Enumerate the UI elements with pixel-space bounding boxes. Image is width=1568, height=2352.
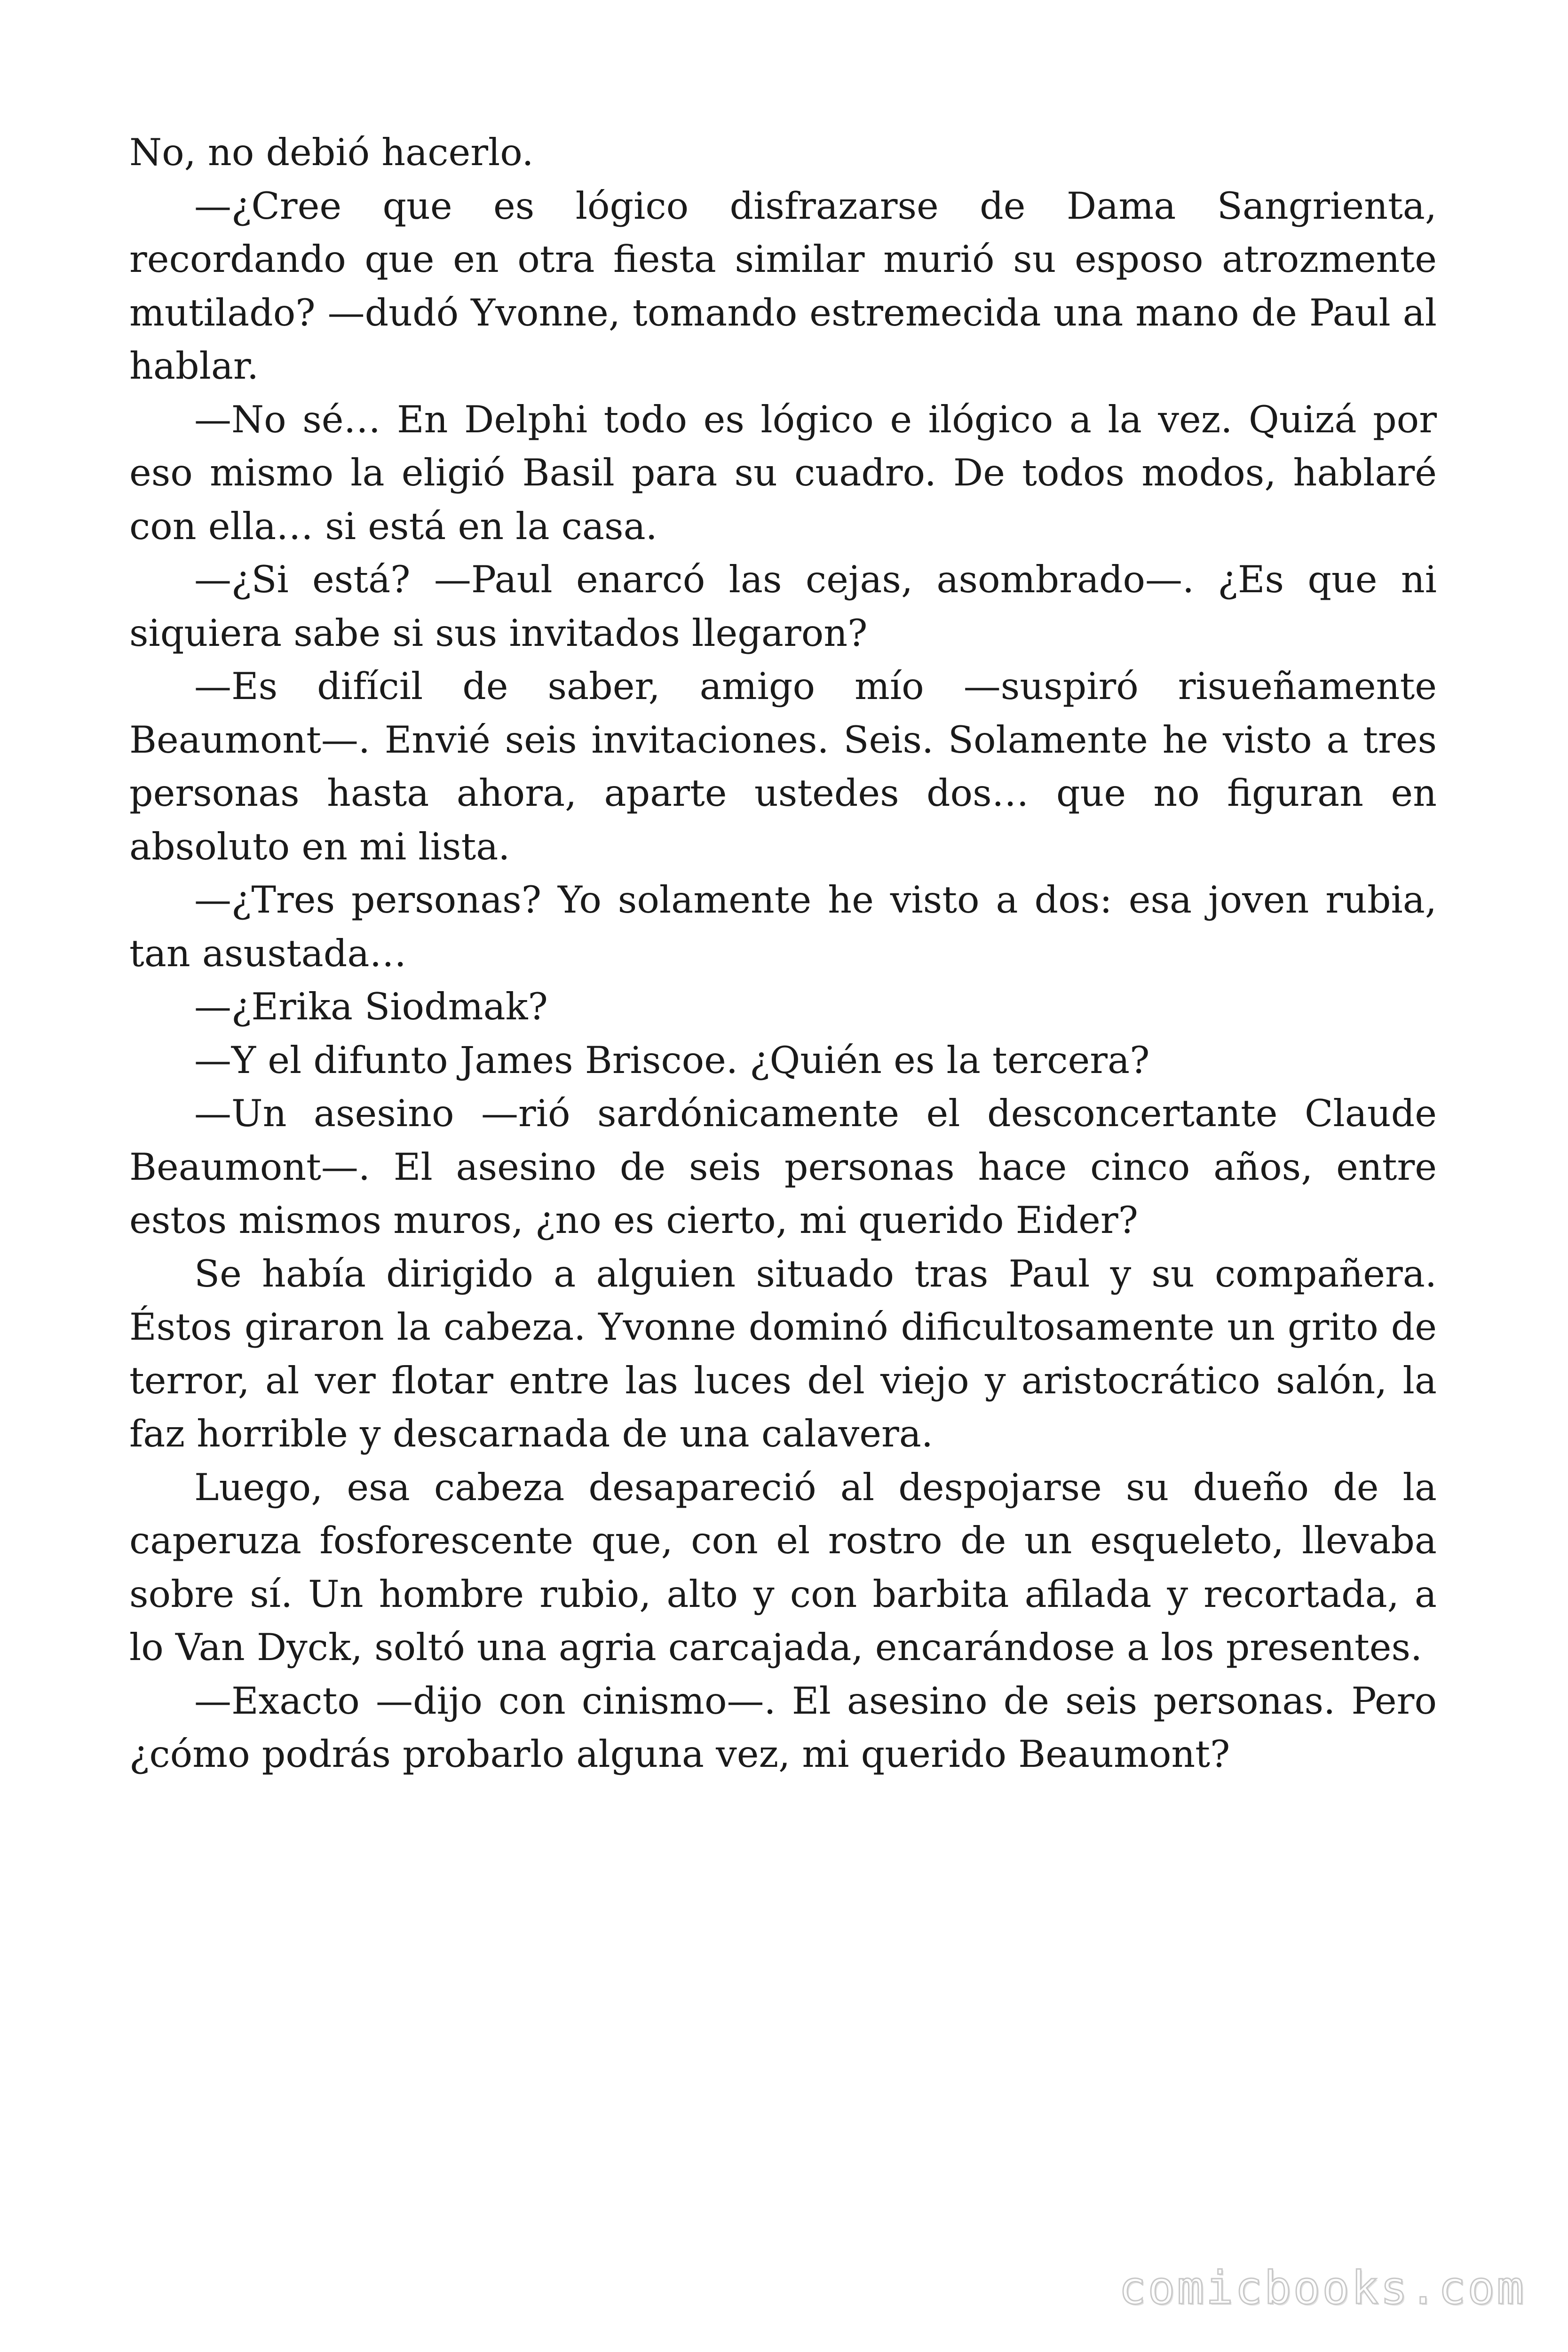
paragraph: —¿Tres personas? Yo solamente he visto a dos: esa joven rubia, tan asustada… bbox=[129, 878, 1437, 975]
watermark: comicbooks.com bbox=[1118, 2262, 1526, 2314]
page-text bbox=[129, 126, 1437, 1781]
paragraph: —Y el difunto James Briscoe. ¿Quién es la tercera? bbox=[194, 1038, 1150, 1082]
paragraph: —¿Cree que es lógico disfrazarse de Dama Sangrienta, recordando que en otra fiesta similar murió su esposo atrozmente mutilado? —dudó Yvonne, tomando estremecida una mano de Paul al hablar. bbox=[129, 184, 1437, 388]
paragraph: Luego, esa cabeza desapareció al despojarse su dueño de la caperuza fosforescente que, con el rostro de un esqueleto, llevaba sobre sí. Un hombre rubio, alto y con barbita afilada y recortada, a lo Van Dyck, soltó una agria carcajada, encarándose a los presentes. bbox=[129, 1465, 1437, 1669]
paragraph: —Exacto —dijo con cinismo—. El asesino de seis personas. Pero ¿cómo podrás probarlo alguna vez, mi querido Beaumont? bbox=[129, 1679, 1437, 1776]
paragraph: —¿Si está? —Paul enarcó las cejas, asombrado—. ¿Es que ni siquiera sabe si sus invitados llegaron? bbox=[129, 558, 1437, 655]
paragraph: —¿Erika Siodmak? bbox=[194, 985, 548, 1028]
paragraph: —Es difícil de saber, amigo mío —suspiró risueñamente Beaumont—. Envié seis invitaciones. Seis. Solamente he visto a tres personas hasta ahora, aparte ustedes dos… que no figuran en absoluto en mi lista. bbox=[129, 665, 1437, 868]
paragraph: —Un asesino —rió sardónicamente el desconcertante Claude Beaumont—. El asesino de seis personas hace cinco años, entre estos mismos muros, ¿no es cierto, mi querido Eider? bbox=[129, 1092, 1437, 1242]
paragraph: Se había dirigido a alguien situado tras Paul y su compañera. Éstos giraron la cabeza. Yvonne dominó dificultosamente un grito de terror, al ver flotar entre las luces del viejo y aristocrático salón, la faz horrible y descarnada de una calavera. bbox=[129, 1252, 1437, 1455]
paragraph: —No sé… En Delphi todo es lógico e ilógico a la vez. Quizá por eso mismo la eligió Basil para su cuadro. De todos modos, hablaré con ella… si está en la casa. bbox=[129, 397, 1437, 548]
paragraph: No, no debió hacerlo. bbox=[129, 131, 534, 174]
